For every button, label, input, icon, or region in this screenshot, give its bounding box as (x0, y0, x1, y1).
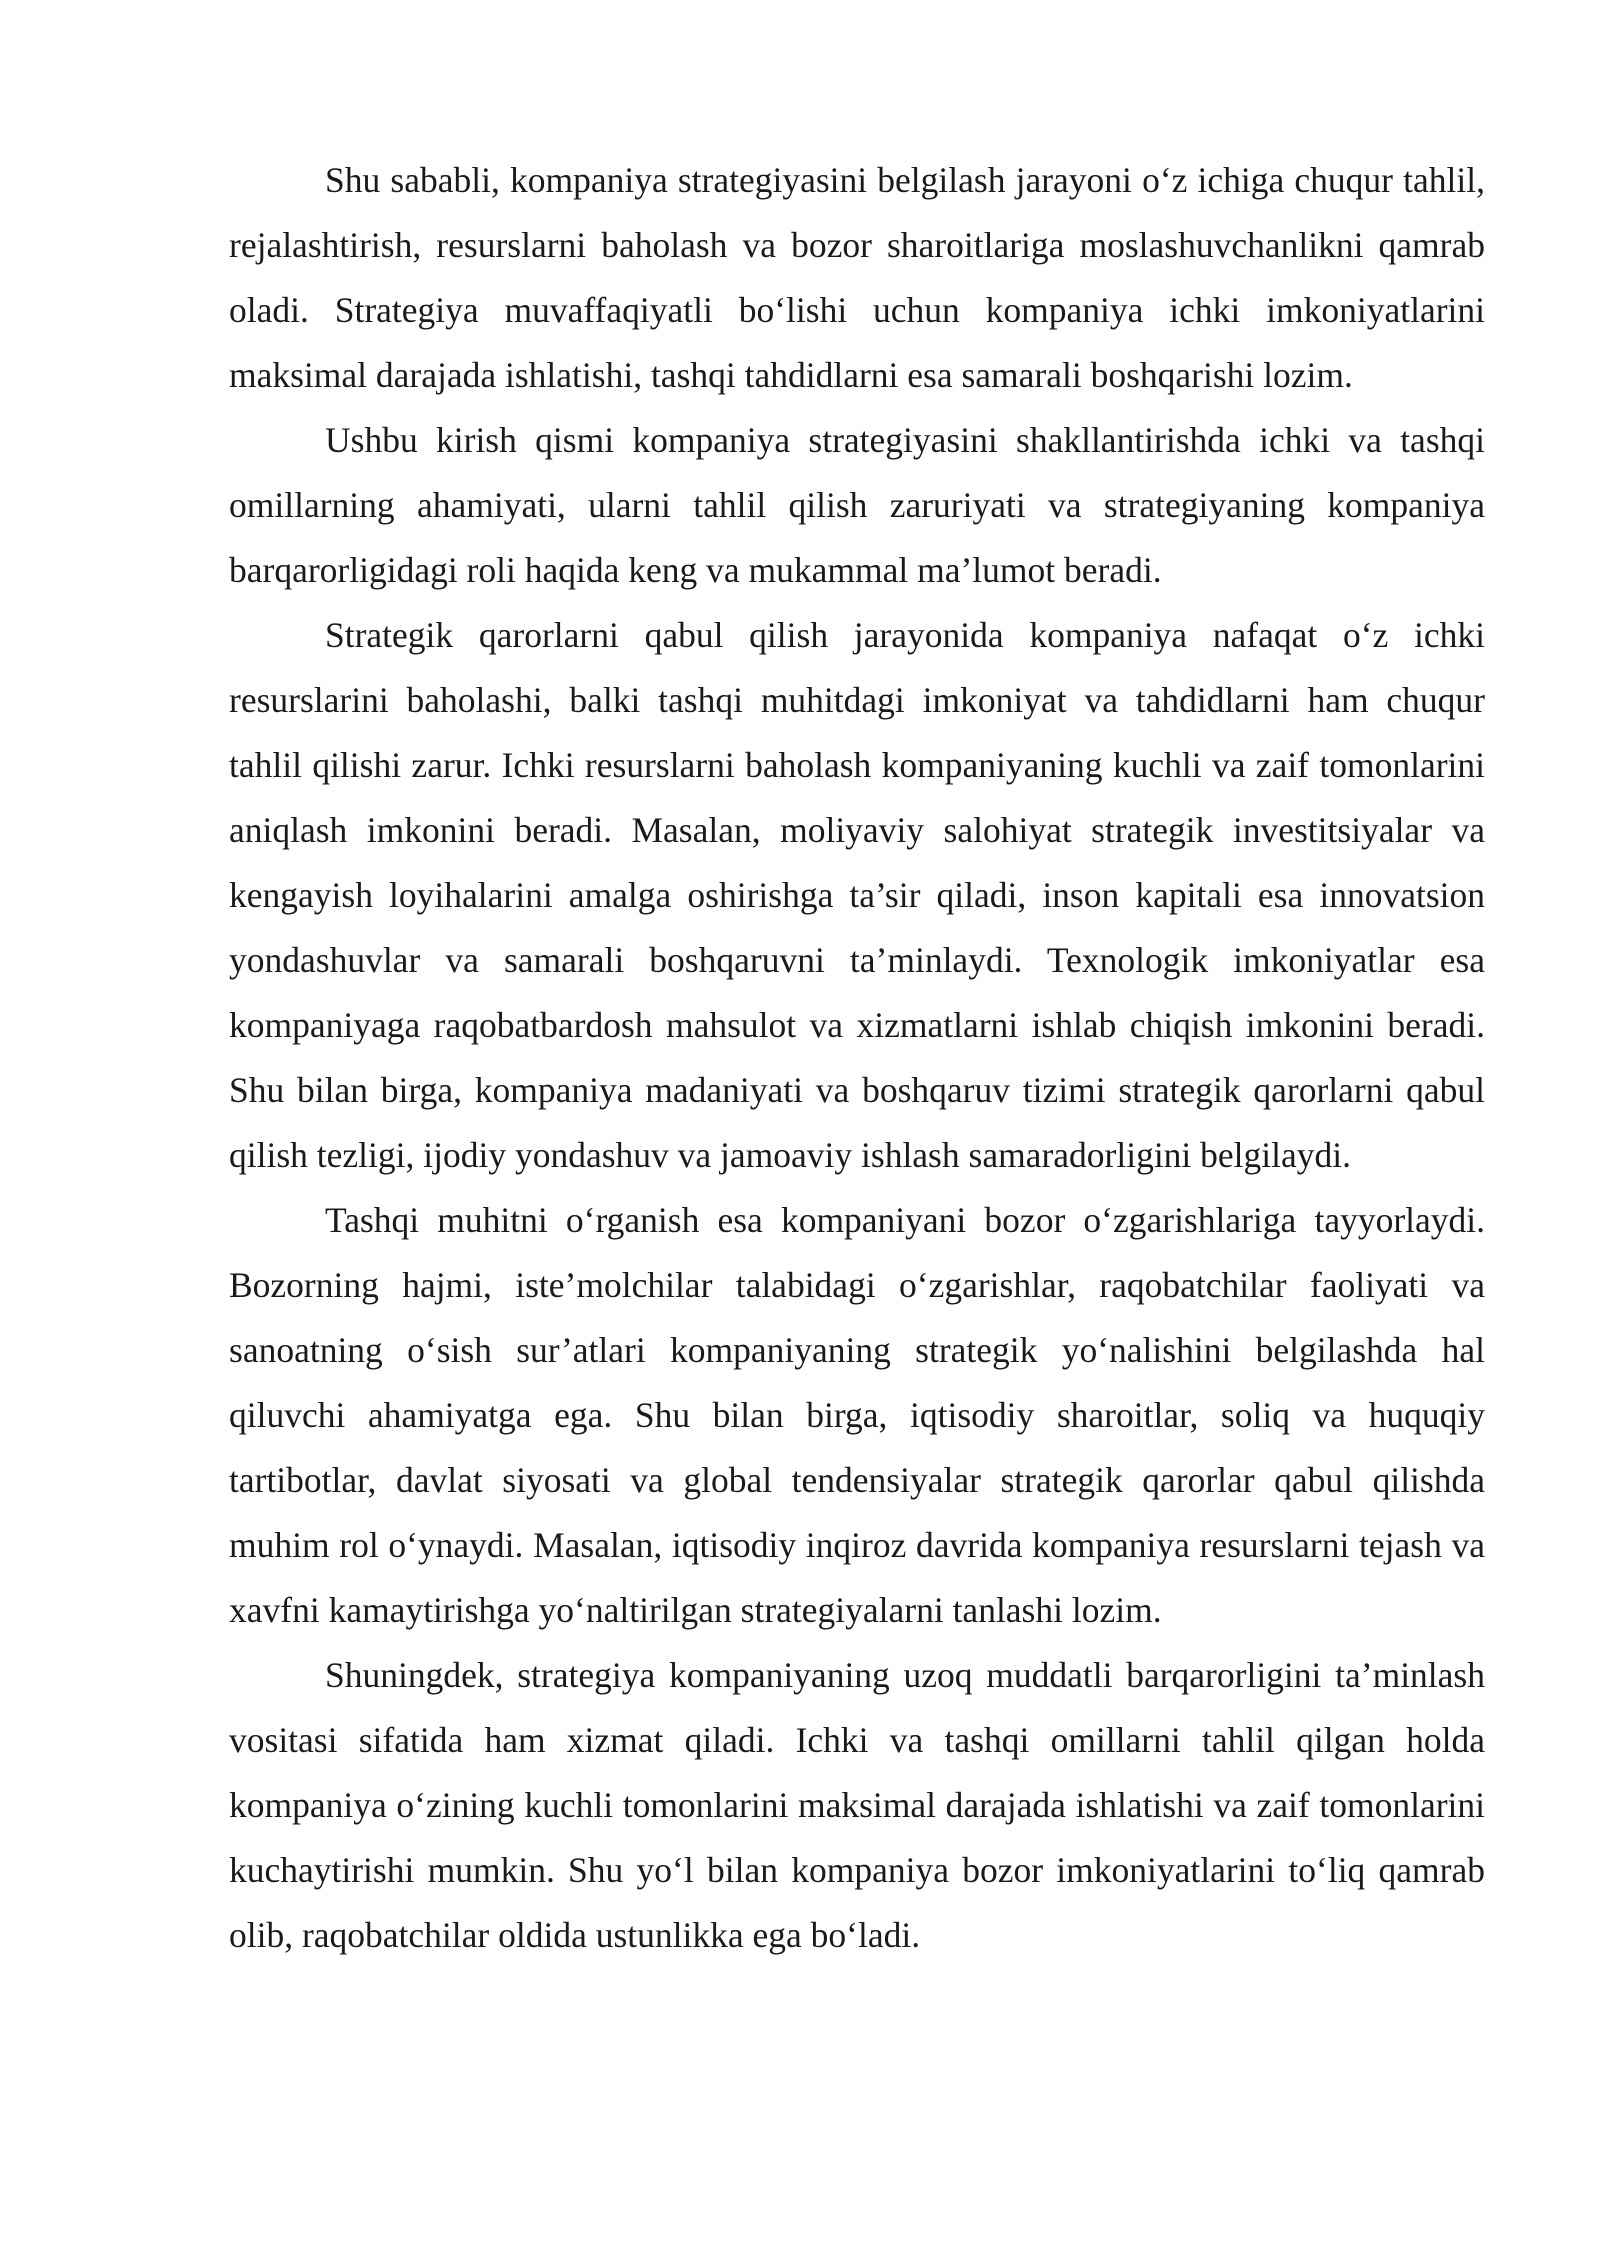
paragraph-3: Strategik qarorlarni qabul qilish jarayonida kompaniya nafaqat o‘z ichki resurslarini baholashi, balki tashqi muhitdagi imkoniyat va tahdidlarni ham chuqur tahlil qilishi zarur. Ichki resurslarni baholash kompaniyaning kuchli va zaif tomonlarini aniqlash imkonini beradi. Masalan, moliyaviy salohiyat strategik investitsiyalar va kengayish loyihalarini amalga oshirishga ta’sir qiladi, inson kapitali esa innovatsion yondashuvlar va samarali boshqaruvni ta’minlaydi. Texnologik imkoniyatlar esa kompaniyaga raqobatbardosh mahsulot va xizmatlarni ishlab chiqish imkonini beradi. Shu bilan birga, kompaniya madaniyati va boshqaruv tizimi strategik qarorlarni qabul qilish tezligi, ijodiy yondashuv va jamoaviy ishlash samaradorligini belgilaydi. (229, 615, 1485, 1175)
paragraph-5: Shuningdek, strategiya kompaniyaning uzoq muddatli barqarorligini ta’minlash vositasi sifatida ham xizmat qiladi. Ichki va tashqi omillarni tahlil qilgan holda kompaniya o‘zining kuchli tomonlarini maksimal darajada ishlatishi va zaif tomonlarini kuchaytirishi mumkin. Shu yo‘l bilan kompaniya bozor imkoniyatlarini to‘liq qamrab olib, raqobatchilar oldida ustunlikka ega bo‘ladi. (229, 1655, 1485, 1955)
paragraph-4: Tashqi muhitni o‘rganish esa kompaniyani bozor o‘zgarishlariga tayyorlaydi. Bozorning hajmi, iste’molchilar talabidagi o‘zgarishlar, raqobatchilar faoliyati va sanoatning o‘sish sur’atlari kompaniyaning strategik yo‘nalishini belgilashda hal qiluvchi ahamiyatga ega. Shu bilan birga, iqtisodiy sharoitlar, soliq va huquqiy tartibotlar, davlat siyosati va global tendensiyalar strategik qarorlar qabul qilishda muhim rol o‘ynaydi. Masalan, iqtisodiy inqiroz davrida kompaniya resurslarni tejash va xavfni kamaytirishga yo‘naltirilgan strategiyalarni tanlashi lozim. (229, 1200, 1485, 1630)
paragraph-2: Ushbu kirish qismi kompaniya strategiyasini shakllantirishda ichki va tashqi omillarning ahamiyati, ularni tahlil qilish zaruriyati va strategiyaning kompaniya barqarorligidagi roli haqida keng va mukammal ma’lumot beradi. (229, 420, 1485, 590)
body-text (229, 148, 1485, 1968)
paragraph-1: Shu sababli, kompaniya strategiyasini belgilash jarayoni o‘z ichiga chuqur tahlil, rejalashtirish, resurslarni baholash va bozor sharoitlariga moslashuvchanlikni qamrab oladi. Strategiya muvaffaqiyatli bo‘lishi uchun kompaniya ichki imkoniyatlarini maksimal darajada ishlatishi, tashqi tahdidlarni esa samarali boshqarishi lozim. (229, 160, 1485, 395)
